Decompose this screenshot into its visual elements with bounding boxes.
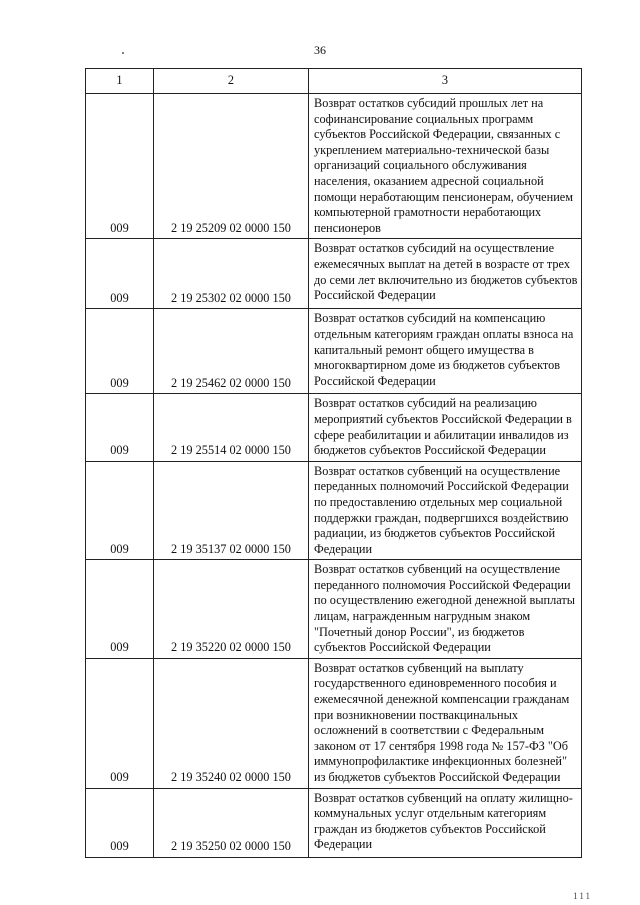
kbk-code-cell: 2 19 25302 02 0000 150: [154, 239, 309, 309]
table-row: [86, 239, 582, 309]
scan-speck: [122, 52, 124, 54]
column-header-2: 2: [154, 69, 309, 94]
table-header-row: [86, 69, 582, 94]
description-cell: Возврат остатков субвенций на выплату государственного единовременного пособия и ежемесячной денежной компенсации гражданам при возникновении поствакцинальных осложнений в соответствии с Федеральным законом от 17 сентября 1998 года № 157-ФЗ "Об иммунопрофилактике инфекционных болезней" из бюджетов субъектов Российской Федерации: [309, 658, 582, 788]
admin-code-cell: 009: [86, 309, 154, 394]
description-cell: Возврат остатков субвенций на осуществление переданных полномочий Российской Федерации по предоставлению отдельных мер социальной поддержки граждан, подвергшихся воздействию радиации, из бюджетов субъектов Российской Федерации: [309, 461, 582, 560]
kbk-code-cell: 2 19 35240 02 0000 150: [154, 658, 309, 788]
description-cell: Возврат остатков субсидий на компенсацию отдельным категориям граждан оплаты взноса на капитальный ремонт общего имущества в многоквартирном доме из бюджетов субъектов Российской Федерации: [309, 309, 582, 394]
table-row: [86, 394, 582, 461]
table-row: [86, 560, 582, 659]
admin-code-cell: 009: [86, 461, 154, 560]
table-row: [86, 658, 582, 788]
admin-code-cell: 009: [86, 560, 154, 659]
admin-code-cell: 009: [86, 788, 154, 857]
kbk-code-cell: 2 19 35137 02 0000 150: [154, 461, 309, 560]
kbk-code-cell: 2 19 25462 02 0000 150: [154, 309, 309, 394]
description-cell: Возврат остатков субвенций на оплату жилищно-коммунальных услуг отдельным категориям граждан из бюджетов субъектов Российской Федерации: [309, 788, 582, 857]
page-number: 36: [314, 43, 326, 57]
table-row: [86, 309, 582, 394]
admin-code-cell: 009: [86, 658, 154, 788]
description-cell: Возврат остатков субсидий на реализацию мероприятий субъектов Российской Федерации в сфере реабилитации и абилитации инвалидов из бюджетов субъектов Российской Федерации: [309, 394, 582, 461]
column-header-3: 3: [309, 69, 582, 94]
scan-corner-mark: 111: [573, 891, 592, 901]
budget-codes-table: [85, 68, 582, 858]
description-cell: Возврат остатков субвенций на осуществление переданного полномочия Российской Федерации по осуществлению ежегодной денежной выплаты лицам, награжденным нагрудным знаком "Почетный донор России", из бюджетов субъектов Российской Федерации: [309, 560, 582, 659]
kbk-code-cell: 2 19 25209 02 0000 150: [154, 94, 309, 239]
table-row: [86, 788, 582, 857]
admin-code-cell: 009: [86, 394, 154, 461]
column-header-1: 1: [86, 69, 154, 94]
kbk-code-cell: 2 19 35250 02 0000 150: [154, 788, 309, 857]
kbk-code-cell: 2 19 35220 02 0000 150: [154, 560, 309, 659]
table-row: [86, 94, 582, 239]
admin-code-cell: 009: [86, 94, 154, 239]
table-row: [86, 461, 582, 560]
admin-code-cell: 009: [86, 239, 154, 309]
description-cell: Возврат остатков субсидий на осуществление ежемесячных выплат на детей в возрасте от трех до семи лет включительно из бюджетов субъектов Российской Федерации: [309, 239, 582, 309]
kbk-code-cell: 2 19 25514 02 0000 150: [154, 394, 309, 461]
description-cell: Возврат остатков субсидий прошлых лет на софинансирование социальных программ субъектов Российской Федерации, связанных с укреплением материально-технической базы организаций социального обслуживания населения, оказанием адресной социальной помощи неработающим пенсионерам, обучением компьютерной грамотности неработающих пенсионеров: [309, 94, 582, 239]
